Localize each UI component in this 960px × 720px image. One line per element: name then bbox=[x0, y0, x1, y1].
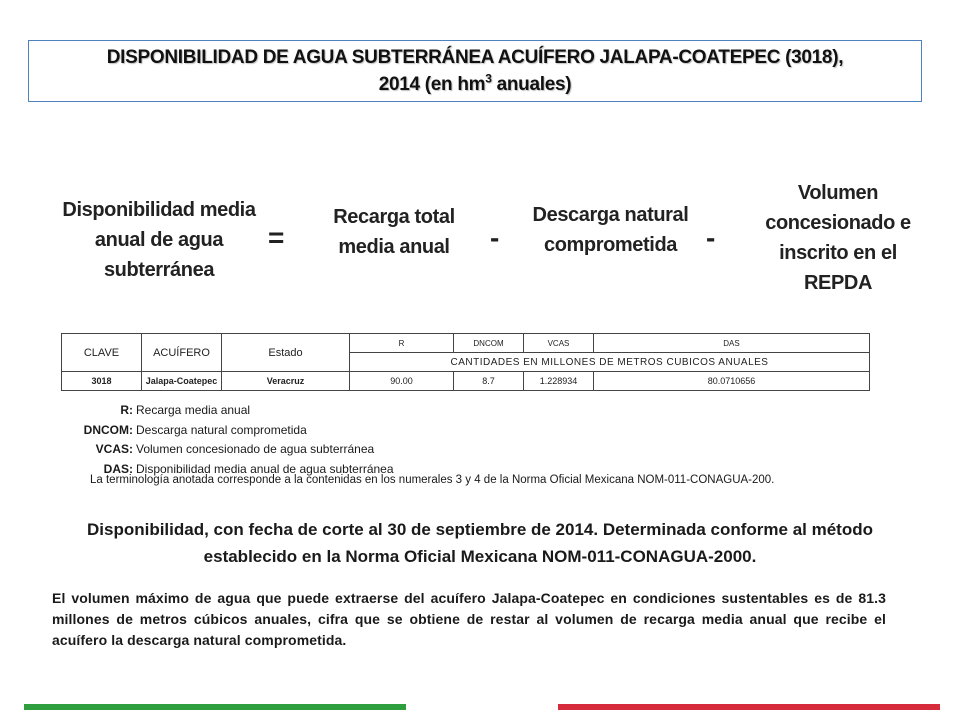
title-line-1: DISPONIBILIDAD DE AGUA SUBTERRÁNEA ACUÍFERO JALAPA-COATEPEC (3018), bbox=[106, 47, 844, 68]
cell-dncom: 8.7 bbox=[454, 372, 524, 391]
title-line-2: 2014 (en $hm^3$ anuales) bbox=[378, 71, 572, 95]
formula-equals: = bbox=[268, 222, 285, 253]
header-acuifero: ACUÍFERO bbox=[142, 334, 222, 372]
header-dncom: DNCOM bbox=[454, 334, 524, 353]
table-row bbox=[62, 372, 870, 391]
cell-vcas: 1.228934 bbox=[524, 372, 594, 391]
green-footer-bar bbox=[24, 704, 406, 710]
header-r: R bbox=[350, 334, 454, 353]
legend-item bbox=[62, 440, 394, 460]
terminology-note: La terminología anotada corresponde a la contenidas en los numerales 3 y 4 de la Norma Oficial Mexicana NOM-011-CONAGUA-200. bbox=[90, 474, 775, 486]
legend bbox=[62, 401, 394, 479]
legend-desc: Disponibilidad media anual de agua subterránea bbox=[136, 461, 394, 476]
header-estado: Estado bbox=[222, 334, 350, 372]
legend-abbr: DAS: bbox=[103, 461, 133, 476]
slide-title bbox=[28, 40, 922, 102]
header-das: DAS bbox=[594, 334, 870, 353]
header-clave: CLAVE bbox=[62, 334, 142, 372]
legend-desc: Descarga natural comprometida bbox=[136, 422, 307, 437]
legend-abbr: VCAS: bbox=[95, 442, 133, 456]
legend-abbr: DNCOM: bbox=[83, 422, 133, 437]
cell-clave: 3018 bbox=[62, 372, 142, 391]
cell-das: 80.0710656 bbox=[594, 372, 870, 391]
formula-term-volumen: Volumen concesionado e inscrito en el REPDA bbox=[765, 182, 911, 294]
formula-minus-2: - bbox=[706, 222, 716, 253]
formula-term-disponibilidad: Disponibilidad media anual de agua subterránea bbox=[62, 199, 256, 281]
legend-item bbox=[62, 401, 394, 421]
formula-minus-1: - bbox=[490, 222, 500, 253]
legend-item bbox=[62, 421, 394, 441]
cell-acuifero: Jalapa-Coatepec bbox=[142, 372, 222, 391]
availability-statement: Disponibilidad, con fecha de corte al 30 de septiembre de 2014. Determinada conforme al método establecido en la Norma Oficial Mexicana NOM-011-CONAGUA-2000. bbox=[86, 520, 873, 566]
red-footer-bar bbox=[558, 704, 940, 710]
formula-term-descarga: Descarga natural comprometida bbox=[532, 204, 689, 256]
legend-desc: Volumen concesionado de agua subterránea bbox=[136, 442, 375, 456]
cell-estado: Veracruz bbox=[222, 372, 350, 391]
legend-abbr: R: bbox=[120, 403, 133, 417]
legend-desc: Recarga media anual bbox=[136, 403, 251, 417]
header-units: CANTIDADES EN MILLONES DE METROS CUBICOS ANUALES bbox=[350, 353, 870, 372]
header-vcas: VCAS bbox=[524, 334, 594, 353]
availability-table bbox=[61, 333, 870, 391]
formula-term-recarga: Recarga total media anual bbox=[333, 206, 455, 258]
max-volume-paragraph: El volumen máximo de agua que puede extraerse del acuífero Jalapa-Coatepec en condiciones sustentables es de 81.3 millones de metros cúbicos anuales, cifra que se obtiene de restar al volumen de recarga media anual que recibe el acuífero la descarga natural comprometida. bbox=[52, 590, 886, 648]
cell-r: 90.00 bbox=[350, 372, 454, 391]
